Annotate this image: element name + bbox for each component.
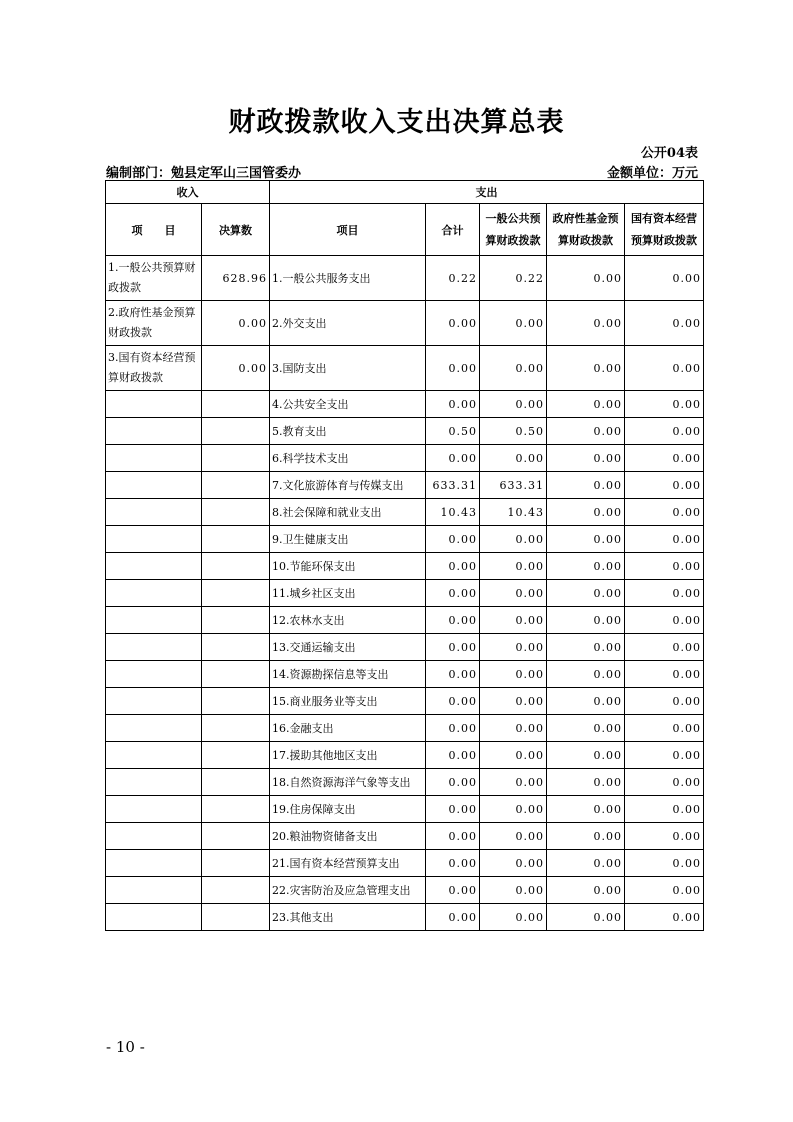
table-row xyxy=(106,553,704,580)
state-capital-cell: 0.00 xyxy=(625,634,704,661)
income-item-cell xyxy=(106,661,202,688)
total-cell: 0.00 xyxy=(426,715,480,742)
general-budget-cell: 0.00 xyxy=(480,301,547,346)
state-capital-cell: 0.00 xyxy=(625,688,704,715)
state-capital-cell: 0.00 xyxy=(625,526,704,553)
general-budget-cell: 633.31 xyxy=(480,472,547,499)
gov-fund-cell: 0.00 xyxy=(547,391,625,418)
gov-fund-cell: 0.00 xyxy=(547,499,625,526)
income-item-cell xyxy=(106,391,202,418)
state-capital-header: 国有资本经营预算财政拨款 xyxy=(625,204,704,256)
income-item-cell xyxy=(106,904,202,931)
income-amount-cell xyxy=(202,850,270,877)
table-row xyxy=(106,661,704,688)
header-row-columns xyxy=(106,204,704,256)
table-row xyxy=(106,904,704,931)
table-row xyxy=(106,418,704,445)
gov-fund-cell: 0.00 xyxy=(547,256,625,301)
gov-fund-cell: 0.00 xyxy=(547,904,625,931)
expense-item-cell: 20.粮油物资储备支出 xyxy=(270,823,426,850)
state-capital-cell: 0.00 xyxy=(625,850,704,877)
state-capital-cell: 0.00 xyxy=(625,769,704,796)
income-amount-cell xyxy=(202,742,270,769)
income-amount-cell xyxy=(202,526,270,553)
general-budget-cell: 0.50 xyxy=(480,418,547,445)
total-cell: 10.43 xyxy=(426,499,480,526)
page-number: - 10 - xyxy=(106,1038,145,1056)
total-cell: 0.00 xyxy=(426,391,480,418)
general-budget-cell: 0.00 xyxy=(480,634,547,661)
expense-item-header: 项目 xyxy=(270,204,426,256)
total-cell: 0.00 xyxy=(426,769,480,796)
expense-item-cell: 15.商业服务业等支出 xyxy=(270,688,426,715)
general-budget-cell: 10.43 xyxy=(480,499,547,526)
income-amount-cell xyxy=(202,688,270,715)
expense-item-cell: 8.社会保障和就业支出 xyxy=(270,499,426,526)
state-capital-cell: 0.00 xyxy=(625,391,704,418)
expense-item-cell: 12.农林水支出 xyxy=(270,607,426,634)
income-amount-cell xyxy=(202,391,270,418)
income-amount-cell xyxy=(202,877,270,904)
total-cell: 0.00 xyxy=(426,445,480,472)
total-cell: 0.22 xyxy=(426,256,480,301)
income-item-cell xyxy=(106,823,202,850)
state-capital-cell: 0.00 xyxy=(625,607,704,634)
income-item-cell xyxy=(106,715,202,742)
income-item-cell xyxy=(106,877,202,904)
general-budget-cell: 0.00 xyxy=(480,796,547,823)
expense-item-cell: 19.住房保障支出 xyxy=(270,796,426,823)
table-row xyxy=(106,445,704,472)
gov-fund-cell: 0.00 xyxy=(547,769,625,796)
gov-fund-cell: 0.00 xyxy=(547,823,625,850)
gov-fund-cell: 0.00 xyxy=(547,715,625,742)
income-item-header: 项 目 xyxy=(106,204,202,256)
income-amount-cell xyxy=(202,472,270,499)
total-cell: 0.00 xyxy=(426,553,480,580)
income-amount-cell: 0.00 xyxy=(202,301,270,346)
gov-fund-cell: 0.00 xyxy=(547,850,625,877)
total-cell: 0.00 xyxy=(426,742,480,769)
general-budget-cell: 0.00 xyxy=(480,688,547,715)
gov-fund-cell: 0.00 xyxy=(547,553,625,580)
table-row xyxy=(106,742,704,769)
header-row-top xyxy=(106,181,704,204)
income-amount-cell xyxy=(202,769,270,796)
expense-item-cell: 11.城乡社区支出 xyxy=(270,580,426,607)
gov-fund-cell: 0.00 xyxy=(547,796,625,823)
expense-item-cell: 5.教育支出 xyxy=(270,418,426,445)
state-capital-cell: 0.00 xyxy=(625,580,704,607)
gov-fund-cell: 0.00 xyxy=(547,301,625,346)
state-capital-cell: 0.00 xyxy=(625,418,704,445)
income-item-cell xyxy=(106,526,202,553)
total-cell: 0.00 xyxy=(426,634,480,661)
gov-fund-cell: 0.00 xyxy=(547,607,625,634)
general-budget-cell: 0.00 xyxy=(480,850,547,877)
expense-item-cell: 6.科学技术支出 xyxy=(270,445,426,472)
table-row xyxy=(106,472,704,499)
expense-item-cell: 2.外交支出 xyxy=(270,301,426,346)
form-number: 公开04表 xyxy=(640,146,698,161)
gov-fund-cell: 0.00 xyxy=(547,445,625,472)
table-row xyxy=(106,526,704,553)
total-cell: 0.00 xyxy=(426,301,480,346)
table-row xyxy=(106,391,704,418)
total-cell: 0.00 xyxy=(426,526,480,553)
gov-fund-cell: 0.00 xyxy=(547,472,625,499)
income-amount-cell xyxy=(202,823,270,850)
expense-item-cell: 17.援助其他地区支出 xyxy=(270,742,426,769)
general-budget-cell: 0.22 xyxy=(480,256,547,301)
general-budget-cell: 0.00 xyxy=(480,904,547,931)
general-budget-cell: 0.00 xyxy=(480,661,547,688)
gov-fund-cell: 0.00 xyxy=(547,418,625,445)
fiscal-summary-table xyxy=(105,180,704,931)
expense-item-cell: 9.卫生健康支出 xyxy=(270,526,426,553)
income-item-cell xyxy=(106,850,202,877)
expense-header: 支出 xyxy=(270,181,704,204)
income-item-cell: 3.国有资本经营预算财政拨款 xyxy=(106,346,202,391)
table-row xyxy=(106,607,704,634)
table-row xyxy=(106,877,704,904)
total-cell: 0.00 xyxy=(426,850,480,877)
total-cell: 0.00 xyxy=(426,796,480,823)
income-item-cell xyxy=(106,796,202,823)
expense-item-cell: 23.其他支出 xyxy=(270,904,426,931)
income-amount-cell xyxy=(202,499,270,526)
general-budget-cell: 0.00 xyxy=(480,580,547,607)
gov-fund-cell: 0.00 xyxy=(547,346,625,391)
general-budget-cell: 0.00 xyxy=(480,823,547,850)
state-capital-cell: 0.00 xyxy=(625,661,704,688)
general-budget-cell: 0.00 xyxy=(480,715,547,742)
table-row xyxy=(106,688,704,715)
table-row xyxy=(106,256,704,301)
income-amount-cell: 0.00 xyxy=(202,346,270,391)
table-row xyxy=(106,850,704,877)
total-cell: 0.00 xyxy=(426,580,480,607)
expense-item-cell: 16.金融支出 xyxy=(270,715,426,742)
income-item-cell xyxy=(106,472,202,499)
gov-fund-cell: 0.00 xyxy=(547,634,625,661)
total-header: 合计 xyxy=(426,204,480,256)
amount-unit-label: 金额单位：万元 xyxy=(606,166,698,181)
income-item-cell xyxy=(106,418,202,445)
gov-fund-cell: 0.00 xyxy=(547,688,625,715)
general-budget-cell: 0.00 xyxy=(480,346,547,391)
total-cell: 0.00 xyxy=(426,688,480,715)
expense-item-cell: 10.节能环保支出 xyxy=(270,553,426,580)
general-budget-cell: 0.00 xyxy=(480,445,547,472)
total-cell: 0.00 xyxy=(426,607,480,634)
state-capital-cell: 0.00 xyxy=(625,346,704,391)
table-row xyxy=(106,580,704,607)
department-label: 编制部门：勉县定军山三国管委办 xyxy=(106,166,302,181)
state-capital-cell: 0.00 xyxy=(625,715,704,742)
general-budget-cell: 0.00 xyxy=(480,607,547,634)
table-row xyxy=(106,715,704,742)
state-capital-cell: 0.00 xyxy=(625,877,704,904)
expense-item-cell: 4.公共安全支出 xyxy=(270,391,426,418)
expense-item-cell: 18.自然资源海洋气象等支出 xyxy=(270,769,426,796)
table-row xyxy=(106,823,704,850)
general-budget-cell: 0.00 xyxy=(480,553,547,580)
table-row xyxy=(106,634,704,661)
state-capital-cell: 0.00 xyxy=(625,904,704,931)
expense-item-cell: 3.国防支出 xyxy=(270,346,426,391)
income-amount-cell xyxy=(202,580,270,607)
expense-item-cell: 22.灾害防治及应急管理支出 xyxy=(270,877,426,904)
income-item-cell xyxy=(106,499,202,526)
state-capital-cell: 0.00 xyxy=(625,796,704,823)
gov-fund-header: 政府性基金预算财政拨款 xyxy=(547,204,625,256)
income-item-cell xyxy=(106,634,202,661)
income-amount-cell xyxy=(202,553,270,580)
state-capital-cell: 0.00 xyxy=(625,742,704,769)
state-capital-cell: 0.00 xyxy=(625,256,704,301)
table-row xyxy=(106,346,704,391)
general-budget-cell: 0.00 xyxy=(480,526,547,553)
total-cell: 0.00 xyxy=(426,904,480,931)
gov-fund-cell: 0.00 xyxy=(547,526,625,553)
final-amount-header: 决算数 xyxy=(202,204,270,256)
expense-item-cell: 21.国有资本经营预算支出 xyxy=(270,850,426,877)
income-amount-cell xyxy=(202,796,270,823)
income-item-cell xyxy=(106,607,202,634)
general-budget-cell: 0.00 xyxy=(480,877,547,904)
gov-fund-cell: 0.00 xyxy=(547,742,625,769)
general-budget-cell: 0.00 xyxy=(480,742,547,769)
income-amount-cell xyxy=(202,661,270,688)
page-title: 财政拨款收入支出决算总表 xyxy=(228,107,565,138)
general-budget-cell: 0.00 xyxy=(480,391,547,418)
total-cell: 0.50 xyxy=(426,418,480,445)
income-amount-cell xyxy=(202,445,270,472)
income-header: 收入 xyxy=(106,181,270,204)
total-cell: 0.00 xyxy=(426,661,480,688)
table-row xyxy=(106,796,704,823)
table-row xyxy=(106,301,704,346)
income-item-cell xyxy=(106,769,202,796)
income-item-cell xyxy=(106,553,202,580)
income-amount-cell xyxy=(202,904,270,931)
table-row xyxy=(106,769,704,796)
income-item-cell xyxy=(106,742,202,769)
gov-fund-cell: 0.00 xyxy=(547,661,625,688)
state-capital-cell: 0.00 xyxy=(625,445,704,472)
income-item-cell xyxy=(106,580,202,607)
state-capital-cell: 0.00 xyxy=(625,472,704,499)
expense-item-cell: 7.文化旅游体育与传媒支出 xyxy=(270,472,426,499)
total-cell: 0.00 xyxy=(426,346,480,391)
income-amount-cell: 628.96 xyxy=(202,256,270,301)
state-capital-cell: 0.00 xyxy=(625,499,704,526)
income-item-cell xyxy=(106,688,202,715)
income-item-cell: 2.政府性基金预算财政拨款 xyxy=(106,301,202,346)
general-budget-header: 一般公共预算财政拨款 xyxy=(480,204,547,256)
state-capital-cell: 0.00 xyxy=(625,301,704,346)
gov-fund-cell: 0.00 xyxy=(547,580,625,607)
income-item-cell xyxy=(106,445,202,472)
total-cell: 0.00 xyxy=(426,823,480,850)
total-cell: 0.00 xyxy=(426,877,480,904)
expense-item-cell: 1.一般公共服务支出 xyxy=(270,256,426,301)
expense-item-cell: 13.交通运输支出 xyxy=(270,634,426,661)
expense-item-cell: 14.资源勘探信息等支出 xyxy=(270,661,426,688)
income-item-cell: 1.一般公共预算财政拨款 xyxy=(106,256,202,301)
general-budget-cell: 0.00 xyxy=(480,769,547,796)
table-row xyxy=(106,499,704,526)
income-amount-cell xyxy=(202,607,270,634)
state-capital-cell: 0.00 xyxy=(625,553,704,580)
income-amount-cell xyxy=(202,634,270,661)
income-amount-cell xyxy=(202,418,270,445)
income-amount-cell xyxy=(202,715,270,742)
gov-fund-cell: 0.00 xyxy=(547,877,625,904)
total-cell: 633.31 xyxy=(426,472,480,499)
state-capital-cell: 0.00 xyxy=(625,823,704,850)
